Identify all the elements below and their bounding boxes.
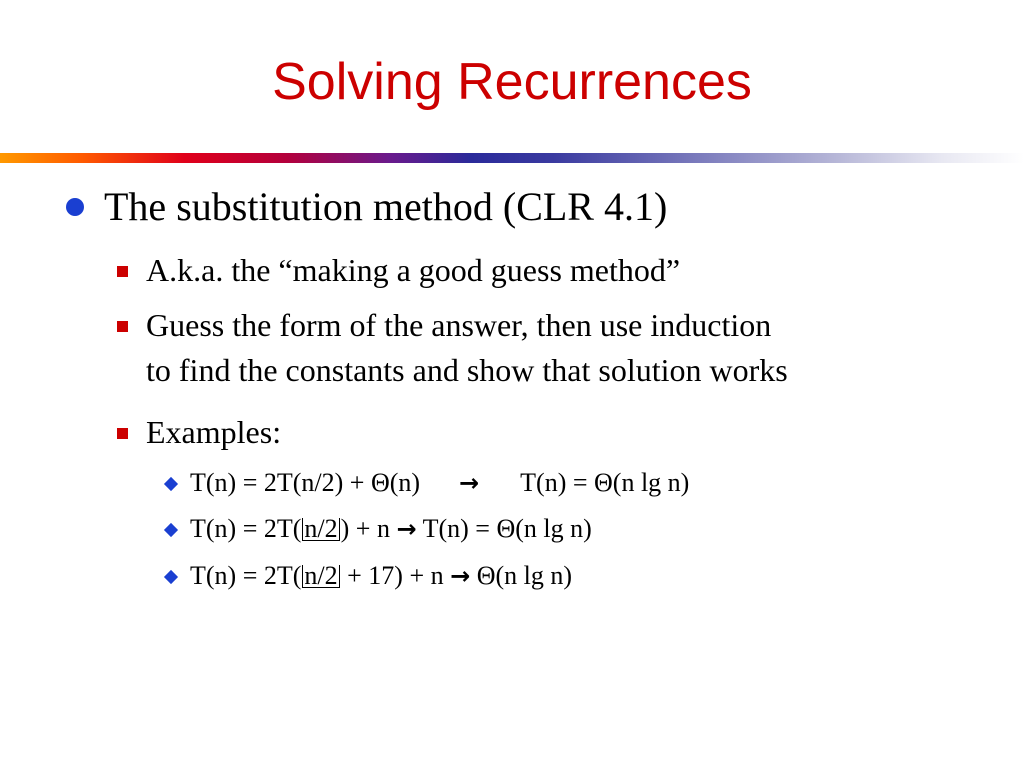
square-bullet-icon <box>117 321 128 332</box>
sub-bullet-aka: A.k.a. the “making a good guess method” <box>146 252 681 288</box>
diamond-bullet-icon <box>164 570 178 584</box>
example-2-suffix: ) + n <box>340 514 390 543</box>
sub-bullet-guess-line2: to find the constants and show that solution works <box>146 352 788 388</box>
right-arrow-icon: → <box>459 469 480 497</box>
square-bullet-icon <box>117 266 128 277</box>
diamond-bullet-icon <box>164 477 178 491</box>
example-3 <box>190 559 572 593</box>
example-1-left: T(n) = 2T(n/2) + Θ(n) <box>190 468 421 497</box>
example-1 <box>190 466 689 500</box>
example-2-prefix: T(n) = 2T( <box>190 514 302 543</box>
square-bullet-icon <box>117 428 128 439</box>
sub-bullet-examples: Examples: <box>146 414 282 450</box>
floor-bracket: n/2 <box>304 514 338 543</box>
sub-bullet-guess-line1: Guess the form of the answer, then use induction <box>146 307 772 343</box>
example-1-right: T(n) = Θ(n lg n) <box>520 468 690 497</box>
example-3-prefix: T(n) = 2T( <box>190 561 302 590</box>
example-3-right: Θ(n lg n) <box>476 561 573 590</box>
floor-bracket: n/2 <box>304 561 338 590</box>
slide-title: Solving Recurrences <box>272 53 752 111</box>
example-2-right: T(n) = Θ(n lg n) <box>422 514 592 543</box>
right-arrow-icon: → <box>450 562 471 590</box>
example-2 <box>190 512 592 546</box>
right-arrow-icon: → <box>396 515 417 543</box>
example-3-suffix: + 17) + n <box>340 561 444 590</box>
circle-bullet-icon <box>66 198 84 216</box>
diamond-bullet-icon <box>164 523 178 537</box>
main-bullet-text: The substitution method (CLR 4.1) <box>104 184 668 229</box>
